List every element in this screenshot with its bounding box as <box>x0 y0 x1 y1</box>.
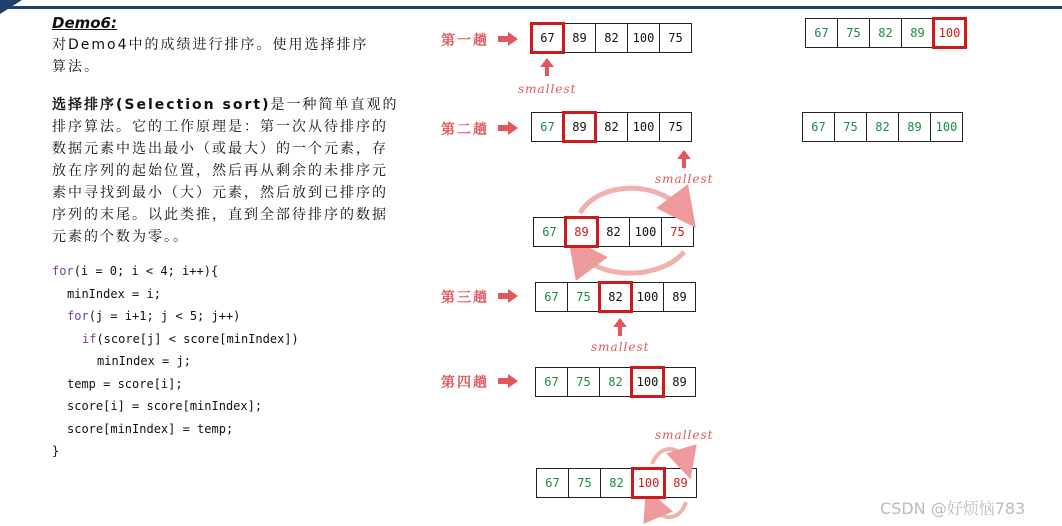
array-cell: 75 <box>659 23 692 53</box>
array-cell: 82 <box>600 468 633 498</box>
array-cell: 67 <box>533 217 566 247</box>
code-text: score[i] = score[minIndex]; <box>67 399 263 413</box>
array-cell: 100 <box>627 23 660 53</box>
array-cell: 67 <box>535 282 568 312</box>
swap-arc-top-2 <box>652 449 686 464</box>
array-cell: 89 <box>901 18 934 48</box>
desc-term-en: (Selection sort) <box>116 97 271 113</box>
swap-arc-bottom <box>580 252 684 273</box>
array-cell-selected: 82 <box>599 282 632 312</box>
demo-title: Demo6: <box>52 14 117 32</box>
array-cell: 75 <box>837 18 870 48</box>
array-cell: 67 <box>536 468 569 498</box>
array-cell: 82 <box>597 217 630 247</box>
array-cell-selected: 67 <box>531 23 564 53</box>
array-cell-selected: 89 <box>565 217 598 247</box>
code-text: minIndex = i; <box>67 286 161 301</box>
array-cell: 82 <box>869 18 902 48</box>
code-text: minIndex = j; <box>97 354 191 368</box>
array-cell: 100 <box>629 217 662 247</box>
code-keyword: for <box>52 264 74 278</box>
array-cell: 75 <box>567 367 600 397</box>
array-cell: 89 <box>663 282 696 312</box>
code-text: (j = i+1; j < 5; j++) <box>88 309 241 323</box>
array-cell: 75 <box>568 468 601 498</box>
code-text: temp = score[i]; <box>67 376 183 391</box>
pass-label-3: 第三趟 <box>441 290 489 306</box>
array-cell: 67 <box>531 112 564 142</box>
array-cell: 75 <box>661 217 694 247</box>
pass-label-4: 第四趟 <box>441 375 489 391</box>
array-cell: 89 <box>663 367 696 397</box>
array-cell-selected: 100 <box>631 367 664 397</box>
array-cell: 100 <box>631 282 664 312</box>
code-keyword: if <box>82 331 97 346</box>
array-cell: 67 <box>805 18 838 48</box>
code-text: score[minIndex] = temp; <box>67 421 234 436</box>
desc-body: 是一种简单直观的排序算法。它的工作原理是：第一次从待排序的数据元素中选出最小（或最大）的一个元素，存放在序列的起始位置，然后再从剩余的未排序元素中寻找到最小（大）元素，然后放到已排序的序列的末尾。以此类推，直到全部待排序的数据元素的个数为零。。 <box>52 97 399 245</box>
watermark: CSDN @好烦恼783 <box>880 499 1026 518</box>
smallest-label-4: smallest <box>655 428 714 442</box>
array-cell: 75 <box>834 112 867 142</box>
code-text: (score[j] < score[minIndex]) <box>96 331 299 346</box>
code-text: (i = 0; i < 4; i++){ <box>73 264 219 278</box>
array-cell: 67 <box>535 367 568 397</box>
swap-arc-top <box>580 188 684 213</box>
array-cell: 89 <box>898 112 931 142</box>
smallest-label-3: smallest <box>591 340 650 354</box>
array-cell: 100 <box>930 112 963 142</box>
smallest-label-1: smallest <box>518 82 577 96</box>
code-keyword: for <box>67 309 89 323</box>
intro-text: 对Demo4中的成绩进行排序。使用选择排序算法。 <box>52 37 369 75</box>
array-cell: 89 <box>563 23 596 53</box>
array-cell-selected: 89 <box>563 112 596 142</box>
array-cell: 82 <box>595 23 628 53</box>
code-text: } <box>52 444 60 458</box>
array-cell: 75 <box>659 112 692 142</box>
desc-term: 选择排序 <box>52 97 116 113</box>
array-cell-selected: 100 <box>933 18 966 48</box>
array-cell-selected: 100 <box>632 468 665 498</box>
array-cell: 82 <box>595 112 628 142</box>
array-cell: 82 <box>599 367 632 397</box>
array-cell: 89 <box>664 468 697 498</box>
array-cell: 67 <box>802 112 835 142</box>
array-cell: 75 <box>567 282 600 312</box>
pass-label-2: 第二趟 <box>441 122 489 138</box>
pass-label-1: 第一趟 <box>441 33 489 49</box>
array-cell: 100 <box>627 112 660 142</box>
swap-arc-bottom-2 <box>652 502 686 517</box>
array-cell: 82 <box>866 112 899 142</box>
smallest-label-2: smallest <box>655 172 714 186</box>
